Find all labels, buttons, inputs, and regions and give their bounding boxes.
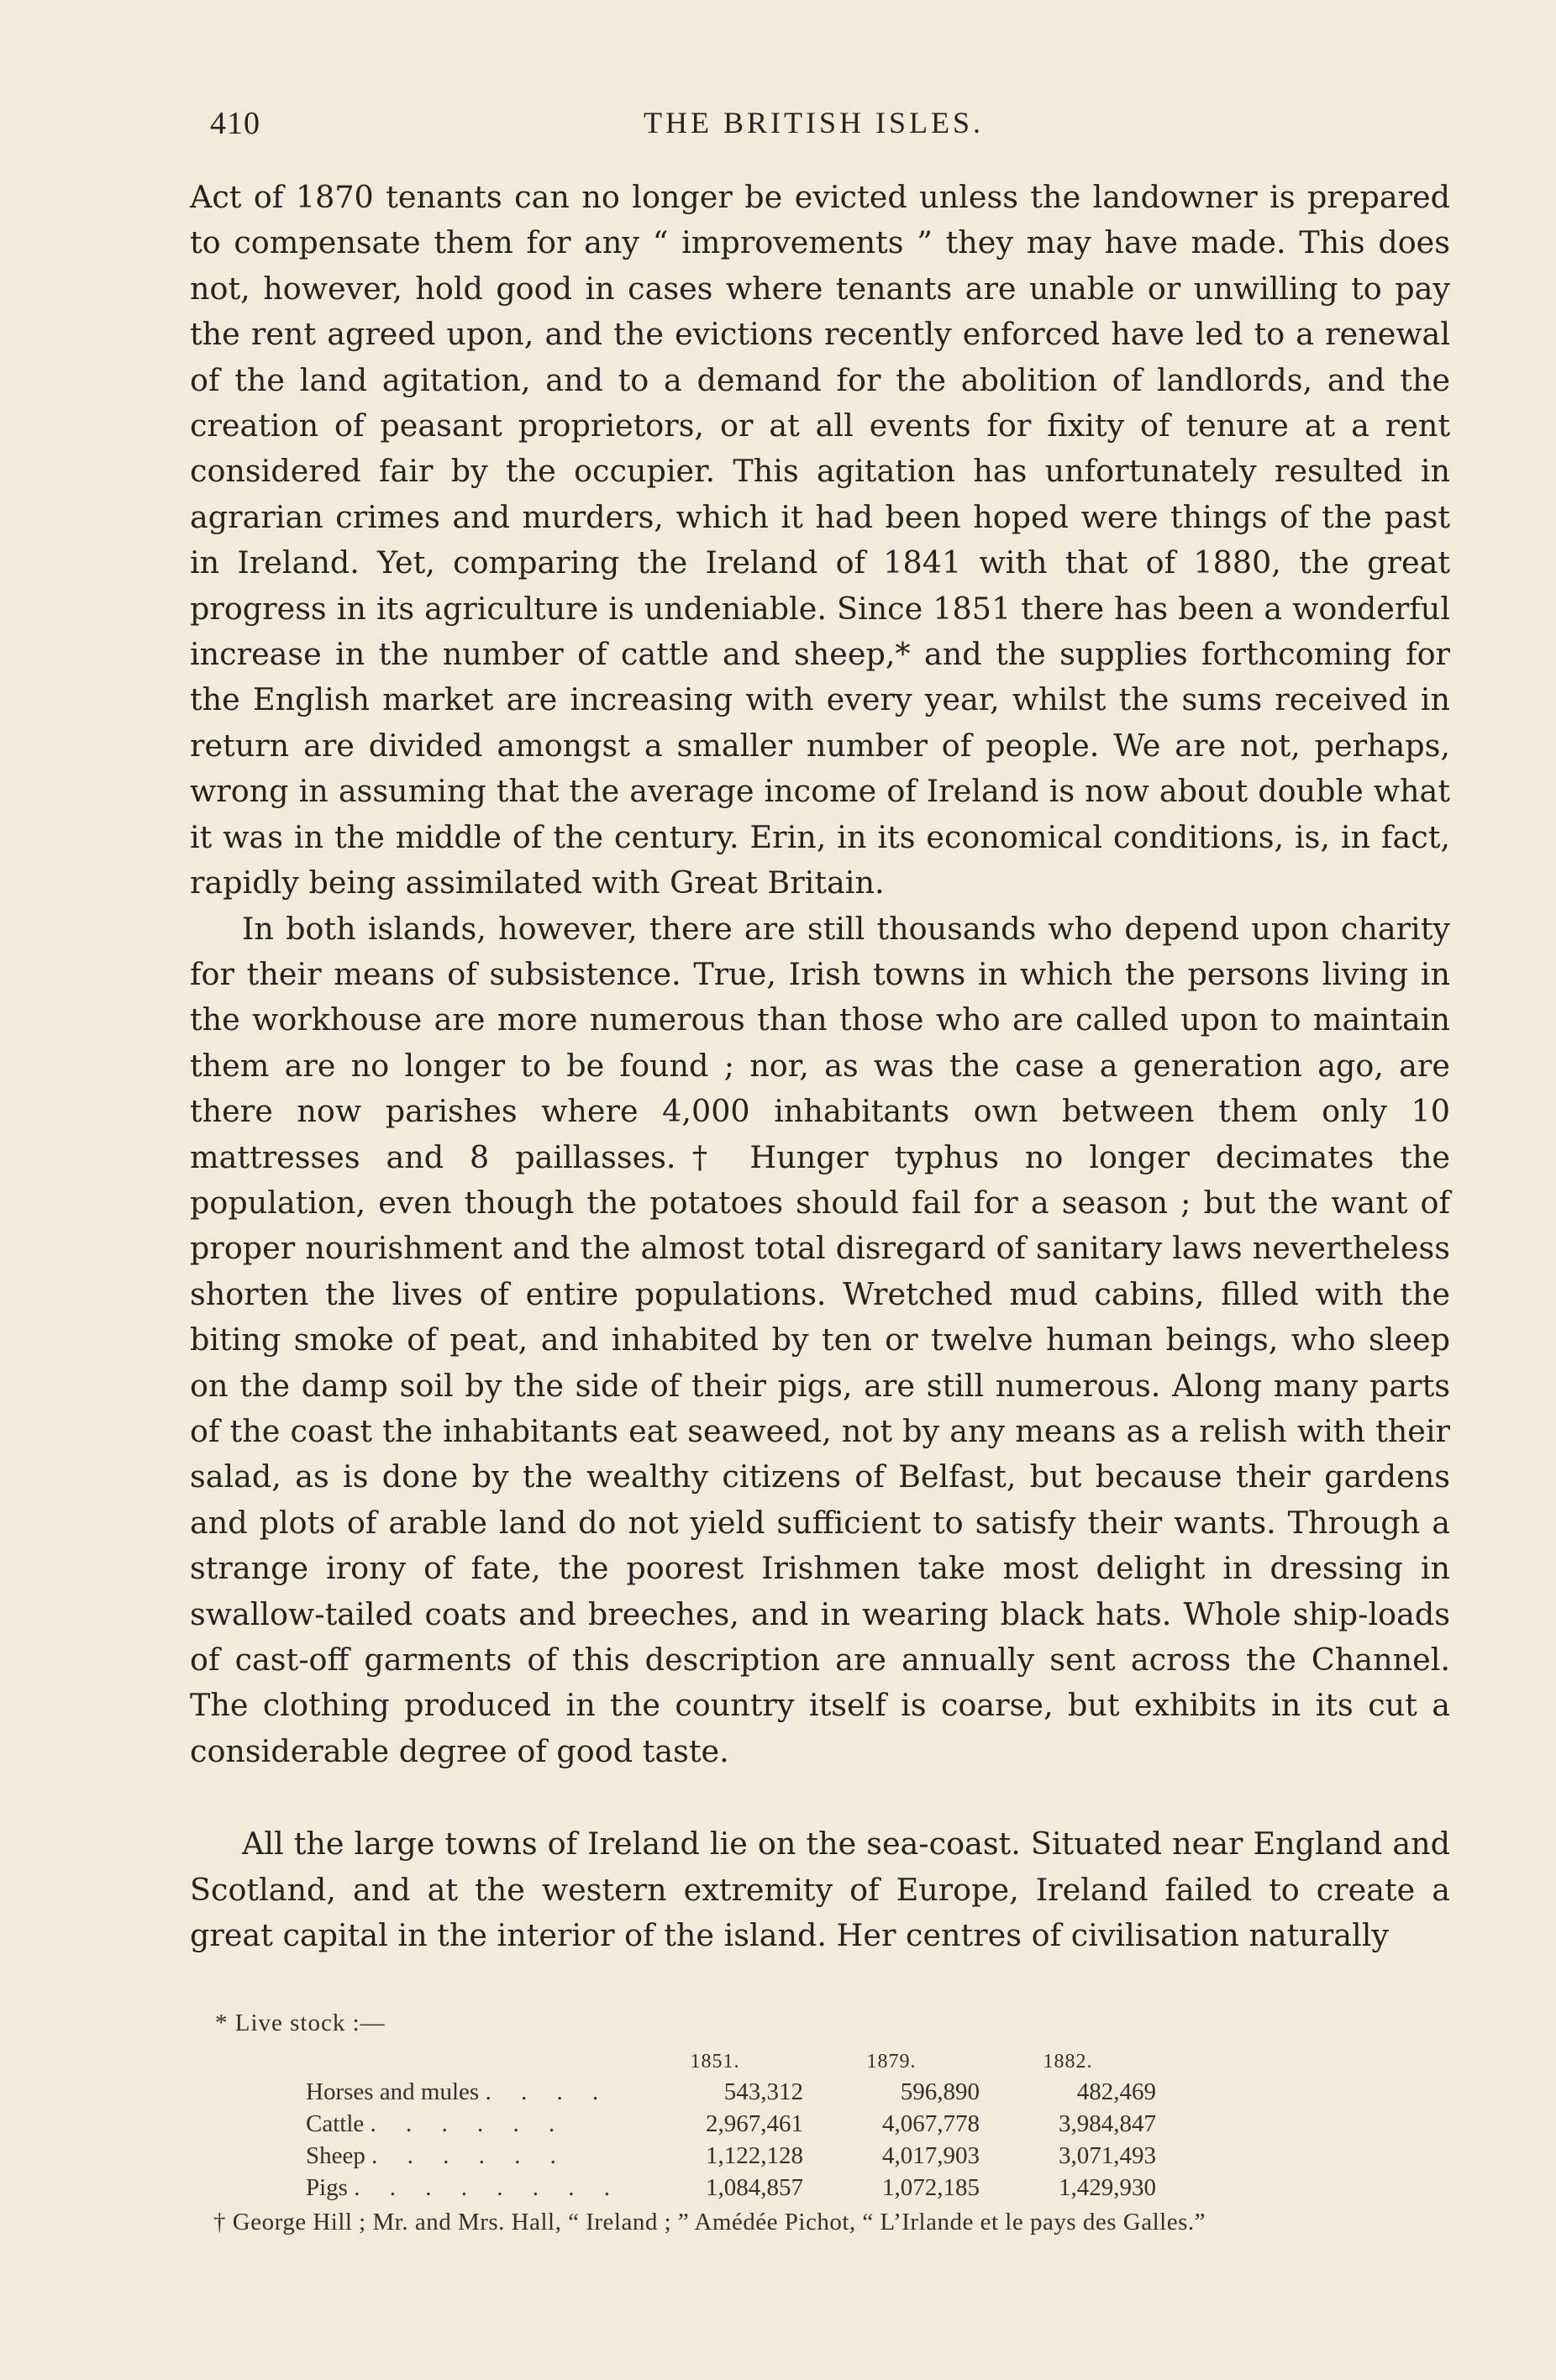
year-header: 1882. [1043, 2050, 1093, 2073]
livestock-corner [306, 2047, 627, 2076]
page-number: 410 [210, 106, 260, 141]
paragraph-charity: In both islands, however, there are still thousands who depend upon charity for their means of subsistence. True, Irish towns in which the persons living in the workhouse are more numerous than those who are called upon to maintain them are no longer to be found ; nor, as was the case a generation ago, are there now parishes where 4,000 inhabitants own between them only 10 mattresses and 8 paillasses.† Hunger typhus no longer decimates the population, even though the potatoes should fail for a season ; but the want of proper nourishment and the almost total disregard of sanitary laws nevertheless shorten the lives of entire populations. Wretched mud cabins, filled with the biting smoke of peat, and inhabited by ten or twelve human beings, who sleep on the damp soil by the side of their pigs, are still numerous. Along many parts of the coast the inhabitants eat seaweed, not by any means as a relish with their salad, as is done by the wealthy citizens of Belfast, but because their gardens and plots of arable land do not yield sufficient to satisfy their wants. Through a strange irony of fate, the poorest Irishmen take most delight in dressing in swallow-tailed coats and breeches, and in wearing black hats. Whole ship-loads of cast-off garments of this description are annually sent across the Channel. The clothing produced in the country itself is coarse, but exhibits in its cut a considerable degree of good taste. [190, 910, 1450, 1769]
table-cell: 543,312 [723, 2078, 803, 2105]
table-cell: 1,072,185 [882, 2173, 980, 2201]
footnote-livestock-heading: * Live stock :— [215, 2010, 386, 2036]
paragraph-towns: All the large towns of Ireland lie on the sea-coast. Situated near England and Scotland, and at the western extremity of Europe, Ireland failed to create a great capital in the interior of the island. Her centres of civilisation naturally [190, 1826, 1450, 1954]
row-label: Sheep [306, 2141, 365, 2169]
table-row [306, 2140, 1156, 2172]
table-cell: 1,429,930 [1059, 2173, 1156, 2201]
livestock-table [306, 2047, 1156, 2204]
body-text [190, 175, 1450, 1958]
row-label: Cattle [306, 2109, 365, 2137]
livestock-header-row [306, 2047, 1156, 2076]
row-label: Horses and mules [306, 2078, 480, 2105]
year-header: 1851. [690, 2050, 740, 2073]
table-cell: 1,084,857 [706, 2173, 803, 2201]
paragraph-continued: Act of 1870 tenants can no longer be evicted unless the landowner is prepared to compensate them for any “ improvements ” they may have made. This does not, however, hold good in cases where tenants are unable or unwilling to pay the rent agreed upon, and the evictions recently enforced have led to a renewal of the land agitation, and to a demand for the abolition of landlords, and the creation of peasant proprietors, or at all events for fixity of tenure at a rent considered fair by the occupier. This agitation has unfortunately resulted in agrarian crimes and murders, which it had been hoped were things of the past in Ireland. Yet, comparing the Ireland of 1841 with that of 1880, the great progress in its agriculture is undeniable. Since 1851 there has been a wonderful increase in the number of cattle and sheep,* and the supplies forthcoming for the English market are increasing with every year, whilst the sums received in return are divided amongst a smaller number of people. We are not, perhaps, wrong in assuming that the average income of Ireland is now about double what it was in the middle of the century. Erin, in its economical conditions, is, in fact, rapidly being assimilated with Great Britain. [190, 179, 1450, 901]
table-cell: 4,017,903 [882, 2141, 980, 2169]
table-cell: 4,067,778 [882, 2109, 980, 2137]
running-title: THE BRITISH ISLES. [644, 106, 984, 139]
table-cell: 3,071,493 [1059, 2141, 1156, 2169]
table-row [306, 2172, 1156, 2204]
footnotes [190, 2010, 1450, 2236]
table-row [306, 2076, 1156, 2108]
dot-leader: . . . . . . [370, 2109, 567, 2137]
row-label: Pigs [306, 2173, 348, 2201]
table-cell: 1,122,128 [706, 2141, 803, 2169]
table-row [306, 2108, 1156, 2140]
table-cell: 2,967,461 [706, 2109, 803, 2137]
dot-leader: . . . . . . . . [354, 2173, 622, 2201]
footnote-dagger-sources: † George Hill ; Mr. and Mrs. Hall, “ Ireland ; ” Amédée Pichot, “ L’Irlande et le pays des Galles.” [213, 2209, 1206, 2236]
table-cell: 3,984,847 [1059, 2109, 1156, 2137]
table-cell: 482,469 [1076, 2078, 1156, 2105]
table-cell: 596,890 [900, 2078, 980, 2105]
dot-leader: . . . . [485, 2078, 611, 2105]
page-header [190, 105, 1450, 155]
year-header: 1879. [866, 2050, 917, 2073]
dot-leader: . . . . . . [371, 2141, 568, 2169]
